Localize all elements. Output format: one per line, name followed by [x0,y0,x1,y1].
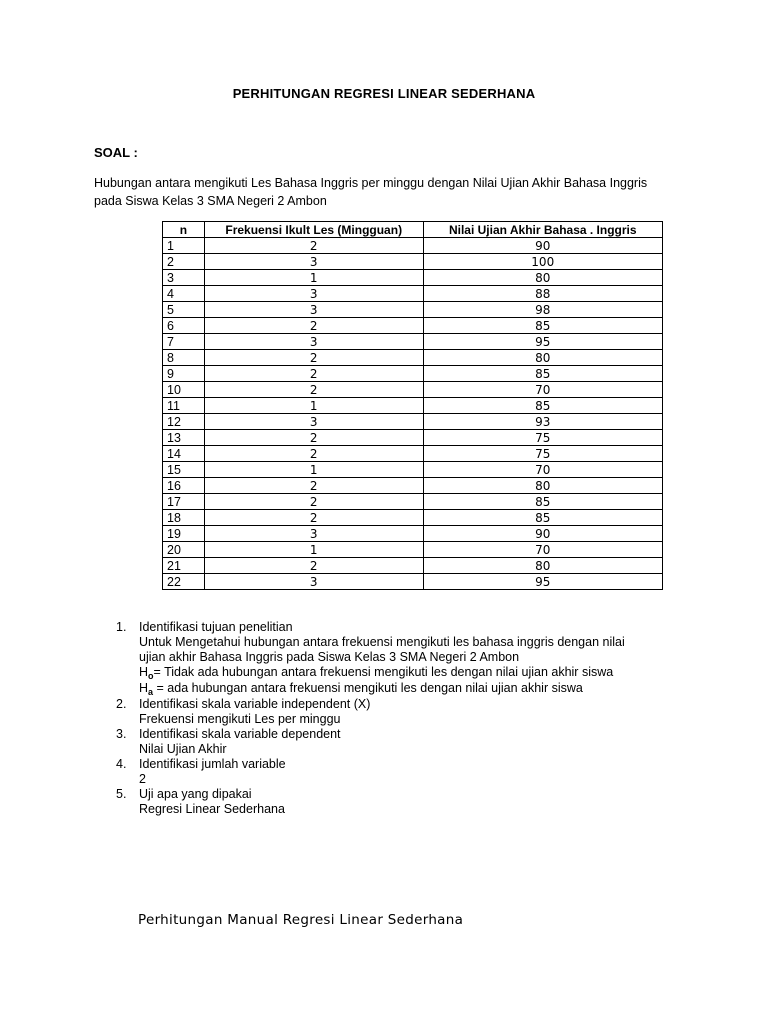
cell-nilai: 85 [423,398,662,414]
header-n: n [163,222,205,238]
cell-frekuensi: 3 [204,414,423,430]
cell-nilai: 80 [423,350,662,366]
cell-frekuensi: 2 [204,510,423,526]
cell-n: 16 [163,478,205,494]
item-text: 2 [139,772,146,786]
manual-calculation-heading: Perhitungan Manual Regresi Linear Sederhana [138,912,464,928]
table-row [163,398,663,414]
list-item [116,697,686,727]
header-nilai: Nilai Ujian Akhir Bahasa . Inggris [423,222,662,238]
table-row [163,446,663,462]
item-title: Identifikasi skala variable independent (X) [139,697,371,711]
cell-nilai: 80 [423,558,662,574]
table-row [163,430,663,446]
item-title: Identifikasi jumlah variable [139,757,286,771]
hypothesis-h0 [139,665,686,681]
cell-nilai: 70 [423,382,662,398]
list-item [116,727,686,757]
item-number: 4. [116,757,127,771]
cell-frekuensi: 1 [204,542,423,558]
table-row [163,270,663,286]
table-row [163,414,663,430]
list-item [116,620,686,697]
cell-n: 6 [163,318,205,334]
hypothesis-text: = Tidak ada hubungan antara frekuensi mengikuti les dengan nilai ujian akhir siswa [153,665,614,679]
cell-nilai: 85 [423,318,662,334]
table-row [163,318,663,334]
cell-nilai: 75 [423,430,662,446]
item-title: Identifikasi skala variable dependent [139,727,341,741]
cell-n: 11 [163,398,205,414]
item-text: Nilai Ujian Akhir [139,742,227,756]
table-row [163,238,663,254]
cell-n: 14 [163,446,205,462]
cell-nilai: 75 [423,446,662,462]
cell-frekuensi: 3 [204,334,423,350]
table-row [163,494,663,510]
hypothesis-ha [139,681,686,697]
cell-nilai: 90 [423,526,662,542]
cell-n: 1 [163,238,205,254]
cell-frekuensi: 2 [204,446,423,462]
table-row [163,574,663,590]
item-title: Identifikasi tujuan penelitian [139,620,293,634]
item-text: Regresi Linear Sederhana [139,802,285,816]
hypothesis-symbol: H [139,681,149,695]
item-number: 2. [116,697,127,711]
cell-n: 2 [163,254,205,270]
cell-n: 5 [163,302,205,318]
table-row [163,558,663,574]
item-text: Frekuensi mengikuti Les per minggu [139,712,341,726]
cell-n: 18 [163,510,205,526]
cell-nilai: 80 [423,270,662,286]
cell-n: 12 [163,414,205,430]
cell-frekuensi: 3 [204,574,423,590]
cell-n: 3 [163,270,205,286]
cell-frekuensi: 2 [204,494,423,510]
cell-n: 7 [163,334,205,350]
item-title: Uji apa yang dipakai [139,787,252,801]
hypothesis-subscript: a [148,687,154,697]
cell-frekuensi: 3 [204,254,423,270]
cell-nilai: 95 [423,574,662,590]
cell-nilai: 88 [423,286,662,302]
cell-nilai: 90 [423,238,662,254]
table-row [163,542,663,558]
cell-n: 20 [163,542,205,558]
hypothesis-symbol: H [139,665,149,679]
table-row [163,526,663,542]
hypothesis-text: = ada hubungan antara frekuensi mengikuti les dengan nilai ujian akhir siswa [153,681,583,695]
cell-frekuensi: 3 [204,286,423,302]
cell-n: 17 [163,494,205,510]
table-row [163,286,663,302]
item-text: ujian akhir Bahasa Inggris pada Siswa Kelas 3 SMA Negeri 2 Ambon [139,650,520,664]
cell-frekuensi: 2 [204,238,423,254]
table-row [163,350,663,366]
data-table [162,221,663,590]
page-title: PERHITUNGAN REGRESI LINEAR SEDERHANA [232,86,536,101]
cell-nilai: 98 [423,302,662,318]
cell-frekuensi: 3 [204,526,423,542]
cell-n: 13 [163,430,205,446]
list-item [116,787,686,817]
cell-n: 10 [163,382,205,398]
cell-frekuensi: 2 [204,350,423,366]
cell-n: 22 [163,574,205,590]
cell-frekuensi: 1 [204,398,423,414]
cell-nilai: 85 [423,494,662,510]
item-number: 3. [116,727,127,741]
table-row [163,334,663,350]
table-row [163,254,663,270]
cell-n: 4 [163,286,205,302]
header-frekuensi: Frekuensi Ikult Les (Mingguan) [204,222,423,238]
cell-frekuensi: 1 [204,462,423,478]
cell-nilai: 93 [423,414,662,430]
cell-nilai: 80 [423,478,662,494]
cell-nilai: 85 [423,510,662,526]
cell-n: 15 [163,462,205,478]
table-header-row [163,222,663,238]
cell-nilai: 100 [423,254,662,270]
cell-frekuensi: 2 [204,430,423,446]
cell-frekuensi: 2 [204,382,423,398]
list-item [116,757,686,787]
cell-n: 21 [163,558,205,574]
cell-frekuensi: 2 [204,558,423,574]
item-text: Untuk Mengetahui hubungan antara frekuensi mengikuti les bahasa inggris dengan nilai [139,635,625,649]
cell-frekuensi: 3 [204,302,423,318]
cell-n: 8 [163,350,205,366]
hypothesis-subscript: o [148,671,154,681]
table-row [163,462,663,478]
cell-frekuensi: 2 [204,366,423,382]
cell-n: 19 [163,526,205,542]
cell-frekuensi: 1 [204,270,423,286]
item-number: 1. [116,620,127,634]
table-row [163,382,663,398]
cell-nilai: 85 [423,366,662,382]
steps-list [116,620,686,817]
cell-nilai: 95 [423,334,662,350]
table-row [163,302,663,318]
soal-label: SOAL : [94,145,138,160]
intro-paragraph: Hubungan antara mengikuti Les Bahasa Inggris per minggu dengan Nilai Ujian Akhir Bahasa Inggris pada Siswa Kelas 3 SMA Negeri 2 Ambon [94,176,648,208]
cell-nilai: 70 [423,542,662,558]
cell-frekuensi: 2 [204,478,423,494]
cell-n: 9 [163,366,205,382]
cell-nilai: 70 [423,462,662,478]
table-row [163,510,663,526]
table-row [163,366,663,382]
table-row [163,478,663,494]
item-number: 5. [116,787,127,801]
cell-frekuensi: 2 [204,318,423,334]
